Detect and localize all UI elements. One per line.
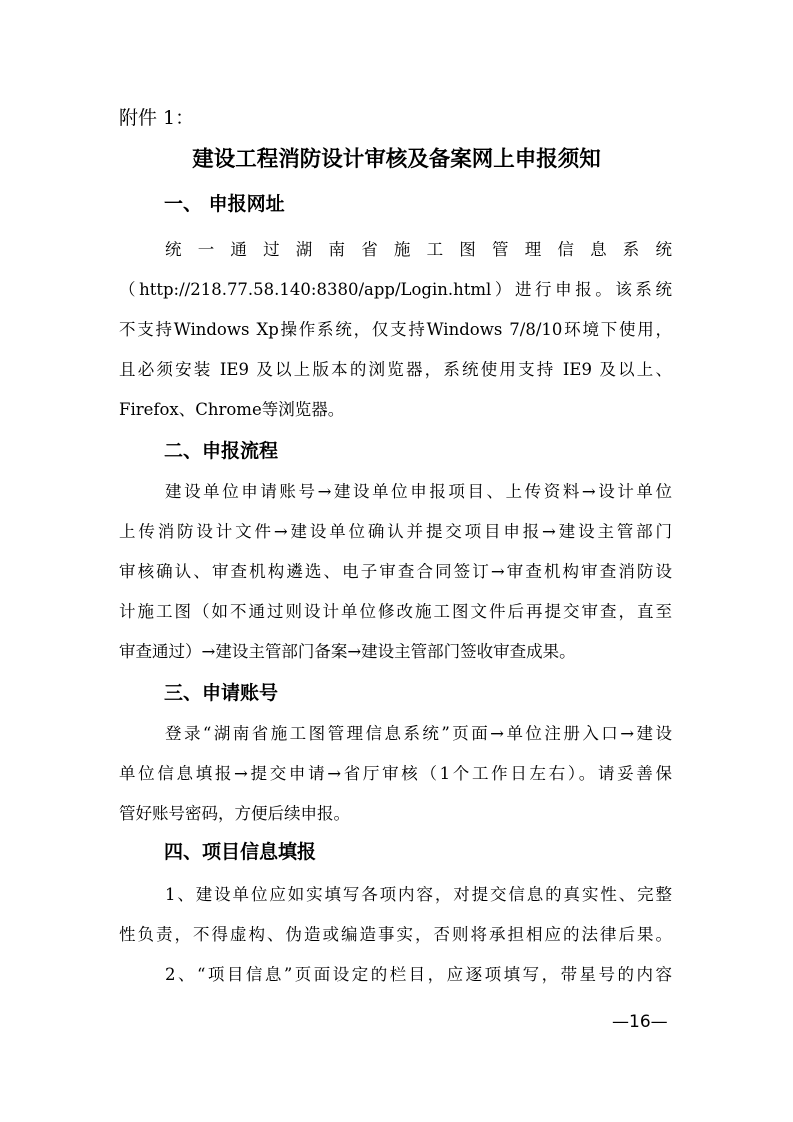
section-heading-process: 二、申报流程 <box>164 440 279 462</box>
paragraph-line: 统 一 通 过 湖 南 省 施 工 图 管 理 信 息 系 统 <box>165 240 672 259</box>
annex-label: 附件 1： <box>119 107 195 129</box>
paragraph-line: 不支持Windows Xp操作系统，仅支持Windows 7/8/10环境下使用， <box>119 320 672 339</box>
paragraph-line: Firefox、Chrome等浏览器。 <box>119 400 345 419</box>
paragraph-line: 建设单位申请账号→建设单位申报项目、上传资料→设计单位 <box>165 482 672 501</box>
paragraph-line: 上传消防设计文件→建设单位确认并提交项目申报→建设主管部门 <box>119 522 672 541</box>
section-heading-account: 三、申请账号 <box>164 682 279 704</box>
paragraph-line: 1、建设单位应如实填写各项内容，对提交信息的真实性、完整 <box>165 885 672 904</box>
section-heading-project-info: 四、项目信息填报 <box>164 841 317 863</box>
paragraph-line: （http://218.77.58.140:8380/app/Login.html）进行申报。该系统 <box>119 280 672 299</box>
paragraph-line: 管好账号密码，方便后续申报。 <box>119 804 350 823</box>
paragraph-line: 单位信息填报→提交申请→省厅审核（1个工作日左右）。请妥善保 <box>119 764 672 783</box>
section-heading-website: 一、 申报网址 <box>164 193 285 215</box>
paragraph-line: 2、“项目信息”页面设定的栏目，应逐项填写，带星号的内容 <box>165 965 672 984</box>
paragraph-line: 登录“湖南省施工图管理信息系统”页面→单位注册入口→建设 <box>165 724 672 743</box>
paragraph-line: 且必须安装 IE9 及以上版本的浏览器，系统使用支持 IE9 及以上、 <box>119 360 672 379</box>
paragraph-line: 审查通过）→建设主管部门备案→建设主管部门签收审查成果。 <box>119 642 576 661</box>
page-number: —16— <box>612 1012 668 1032</box>
paragraph-line: 计施工图（如不通过则设计单位修改施工图文件后再提交审查，直至 <box>119 602 672 621</box>
document-title: 建设工程消防设计审核及备案网上申报须知 <box>192 147 601 172</box>
paragraph-line: 审核确认、审查机构遴选、电子审查合同签订→审查机构审查消防设 <box>119 562 672 581</box>
paragraph-line: 性负责，不得虚构、伪造或编造事实，否则将承担相应的法律后果。 <box>119 925 672 944</box>
